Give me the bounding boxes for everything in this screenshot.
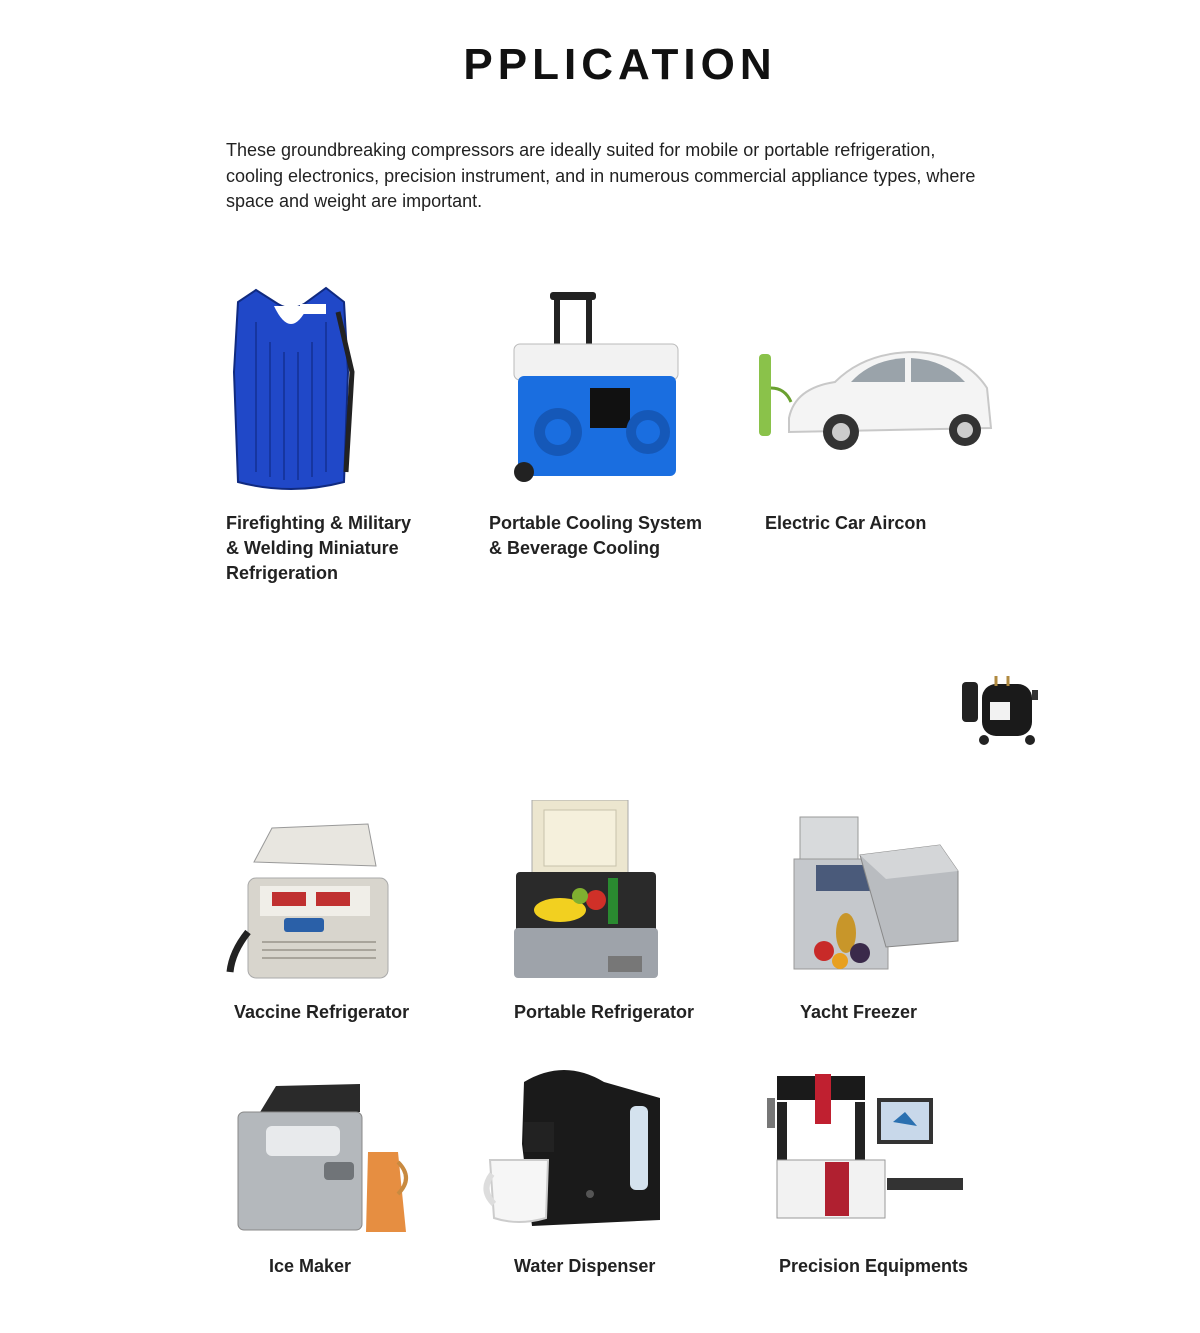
app-label-vaccine: Vaccine Refrigerator — [234, 1002, 410, 1022]
portable-fridge-icon — [508, 800, 664, 980]
app-label-electric-car: Electric Car Aircon — [765, 513, 927, 533]
app-label-yacht-freezer: Yacht Freezer — [800, 1002, 918, 1022]
page-title: PPLICATION — [463, 40, 777, 89]
vaccine-cooler-icon — [226, 822, 392, 988]
cooling-vest-icon — [226, 282, 356, 497]
compressor-icon — [958, 674, 1040, 746]
electric-car-icon — [755, 348, 1001, 450]
precision-equipment-icon — [763, 1072, 965, 1224]
app-label-water-dispenser: Water Dispenser — [514, 1256, 656, 1276]
app-label-precision-equipment: Precision Equipments — [779, 1256, 969, 1276]
ice-maker-icon — [236, 1082, 414, 1234]
app-label-portable-fridge: Portable Refrigerator — [514, 1002, 695, 1022]
app-label-ice-maker: Ice Maker — [269, 1256, 352, 1276]
water-dispenser-icon — [480, 1064, 662, 1230]
app-label-portable-cooling: Portable Cooling System & Beverage Cooling — [489, 513, 703, 558]
yacht-freezer-icon — [790, 815, 962, 975]
cooler-speaker-icon — [510, 292, 682, 484]
intro-text: These groundbreaking compressors are ideally suited for mobile or portable refrigeration, cooling electronics, precision instrument, and in numerous commercial appliance types, where space and weight are important. — [226, 140, 976, 211]
app-label-firefighting: Firefighting & Military & Welding Miniature Refrigeration — [226, 513, 412, 583]
